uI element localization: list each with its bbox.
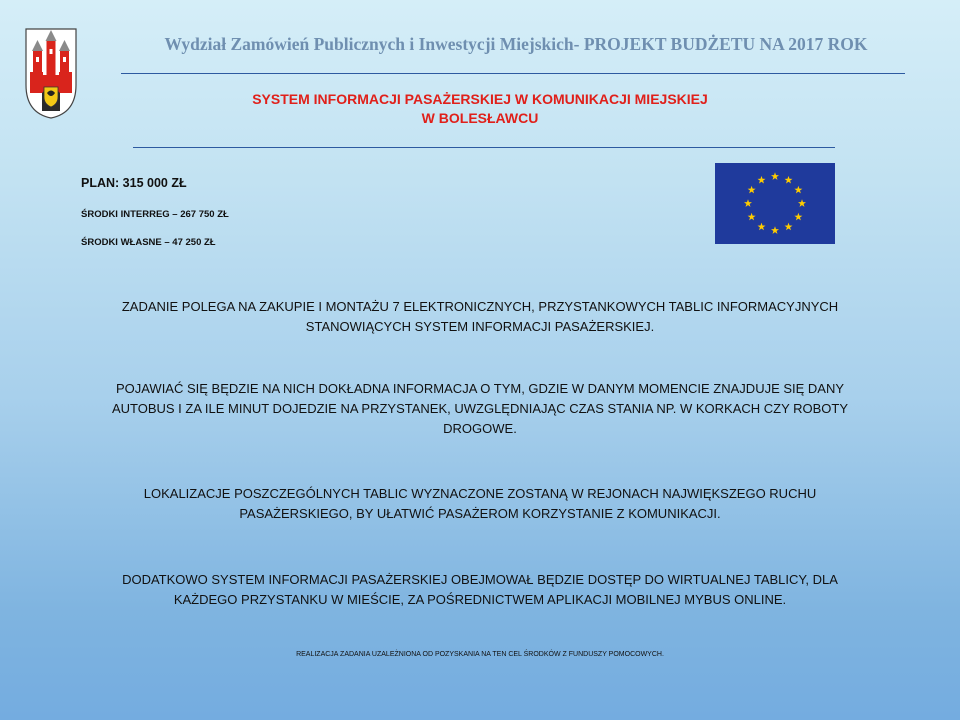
description-paragraph-3: LOKALIZACJE POSZCZEGÓLNYCH TABLIC WYZNACZONE ZOSTANĄ W REJONACH NAJWIĘKSZEGO RUCHU PASAŻERSKIEGO, BY UŁATWIĆ PASAŻEROM KORZYSTANIE Z KOMUNIKACJI. [143, 486, 817, 521]
description-paragraph-4: DODATKOWO SYSTEM INFORMACJI PASAŻERSKIEJ OBEJMOWAŁ BĘDZIE DOSTĘP DO WIRTUALNEJ TABLICY, DLA KAŻDEGO PRZYSTANKU W MIEŚCIE, ZA POŚREDNICTWEM APLIKACJI MOBILNEJ MYBUS ONLINE. [122, 572, 838, 607]
coat-of-arms-icon [24, 27, 78, 119]
budget-plan: PLAN: 315 000 ZŁ [81, 176, 187, 190]
eu-flag-icon [715, 163, 835, 244]
title-divider [133, 147, 835, 148]
funding-footnote: REALIZACJA ZADANIA UZALEŻNIONA OD POZYSKANIA NA TEN CEL ŚRODKÓW Z FUNDUSZY POMOCOWYCH. [296, 651, 664, 658]
project-title-line-2: W BOLESŁAWCU [421, 110, 539, 126]
header-title: Wydział Zamówień Publicznych i Inwestycji Miejskich- PROJEKT BUDŻETU NA 2017 ROK [164, 34, 868, 54]
description-paragraph-2: POJAWIAĆ SIĘ BĘDZIE NA NICH DOKŁADNA INFORMACJA O TYM, GDZIE W DANYM MOMENCIE ZNAJDUJE SIĘ DANY AUTOBUS I ZA ILE MINUT DOJEDZIE NA PRZYSTANEK, UWZGLĘDNIAJĄC CZAS STANIA NP. W KORKACH CZY ROBOTY DROGOWE. [111, 381, 849, 436]
header-divider [121, 73, 905, 74]
budget-own-funds: ŚRODKI WŁASNE – 47 250 ZŁ [81, 237, 216, 248]
project-title [140, 90, 820, 128]
budget-interreg: ŚRODKI INTERREG – 267 750 ZŁ [81, 209, 229, 220]
project-title-line-1: SYSTEM INFORMACJI PASAŻERSKIEJ W KOMUNIKACJI MIEJSKIEJ [252, 91, 708, 107]
description-paragraph-1: ZADANIE POLEGA NA ZAKUPIE I MONTAŻU 7 ELEKTRONICZNYCH, PRZYSTANKOWYCH TABLIC INFORMACYJNYCH STANOWIĄCYCH SYSTEM INFORMACJI PASAŻERSKIEJ. [121, 299, 839, 334]
